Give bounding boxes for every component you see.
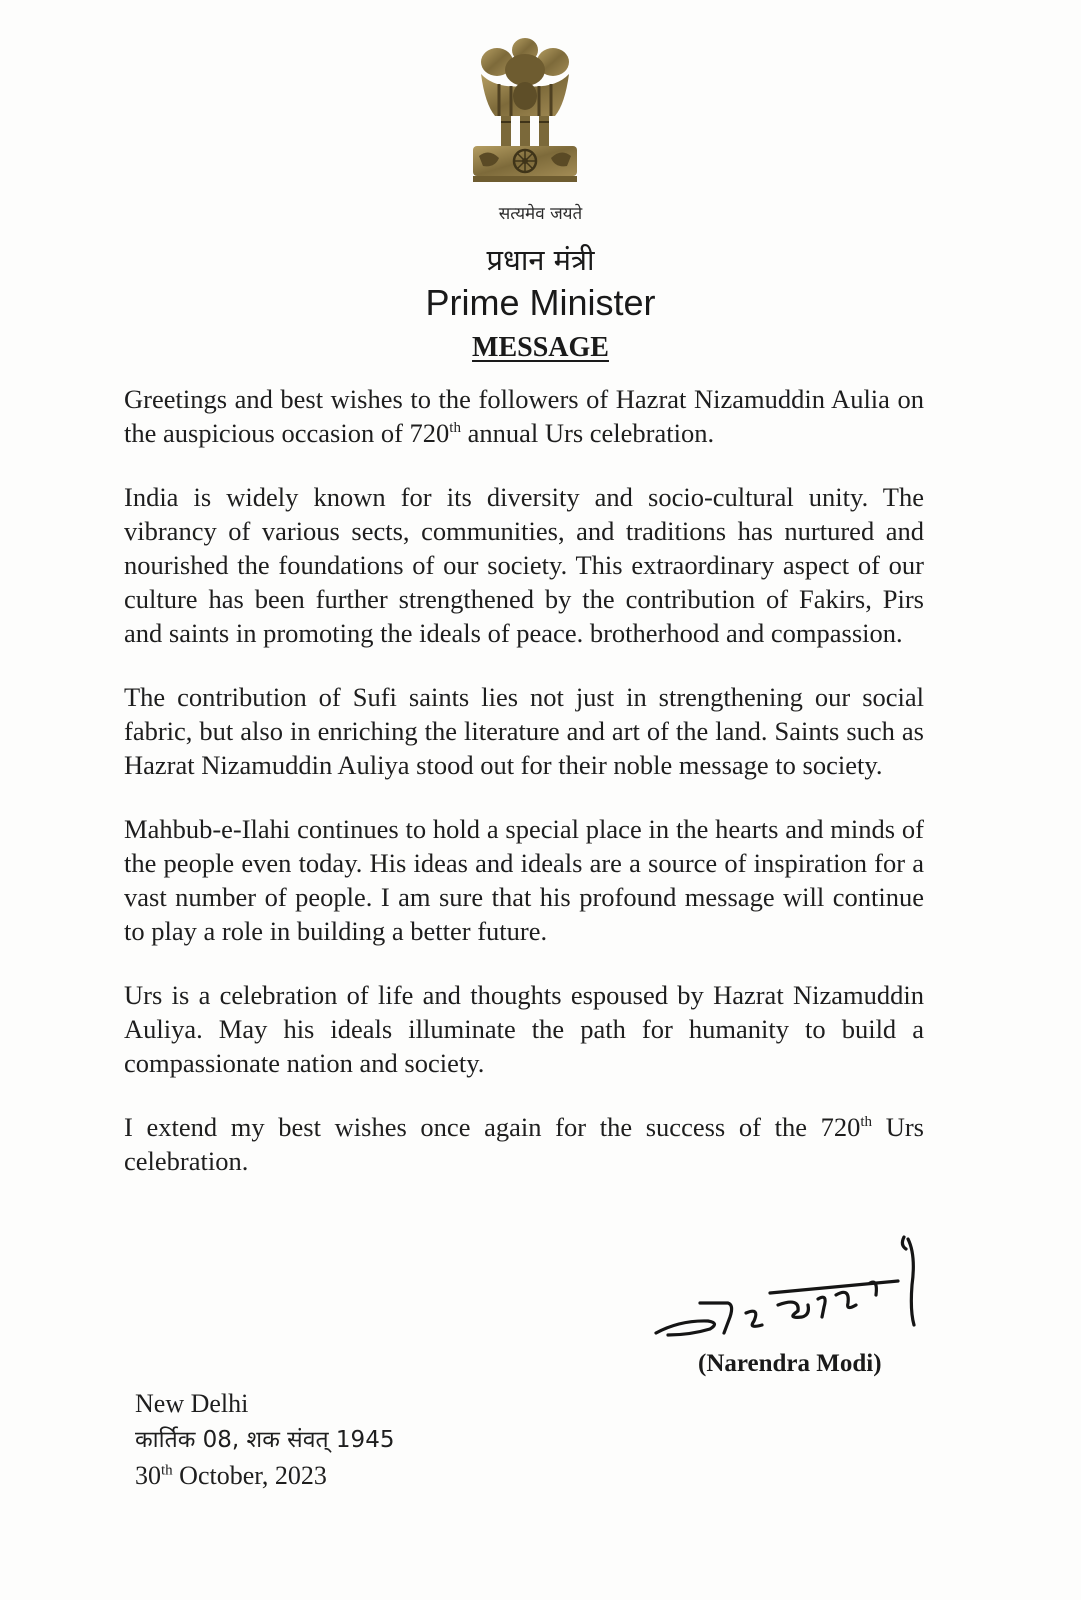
date-hindi: कार्तिक 08, शक संवत् 1945 <box>135 1427 395 1453</box>
paragraph-urs: Urs is a celebration of life and thoughts espoused by Hazrat Nizamuddin Auliya. May his ideals illuminate the path for humanity to build a compassionate nation and society. <box>124 980 924 1078</box>
date-english: 30th October, 2023 <box>135 1461 327 1490</box>
office-title-hindi: प्रधान मंत्री <box>486 243 595 277</box>
signatory-name: (Narendra Modi) <box>698 1350 882 1377</box>
message-heading: MESSAGE <box>472 332 609 363</box>
state-emblem-icon <box>465 34 585 194</box>
emblem-motto: सत्यमेव जयते <box>498 204 583 224</box>
paragraph-greeting: Greetings and best wishes to the followers of Hazrat Nizamuddin Aulia on the auspicious occasion of 720th annual Urs celebration. <box>124 384 924 448</box>
handwritten-signature <box>650 1225 940 1355</box>
message-body <box>124 382 924 1208</box>
office-title-english: Prime Minister <box>425 282 656 323</box>
paragraph-closing-wishes: I extend my best wishes once again for the success of the 720th Urs celebration. <box>124 1112 924 1176</box>
paragraph-sufi-saints: The contribution of Sufi saints lies not just in strengthening our social fabric, but also in enriching the literature and art of the land. Saints such as Hazrat Nizamuddin Auliya stood out for their noble message to society. <box>124 682 924 780</box>
paragraph-mahbub-e-ilahi: Mahbub-e-Ilahi continues to hold a special place in the hearts and minds of the people even today. His ideas and ideals are a source of inspiration for a vast number of people. I am sure that his profound message will continue to play a role in building a better future. <box>124 814 924 946</box>
place: New Delhi <box>135 1389 249 1418</box>
place-and-date <box>135 1386 394 1494</box>
paragraph-diversity: India is widely known for its diversity and socio-cultural unity. The vibrancy of various sects, communities, and traditions has nurtured and nourished the foundations of our society. This extraordinary aspect of our culture has been further strengthened by the contribution of Fakirs, Pirs and saints in promoting the ideals of peace. brotherhood and compassion. <box>124 482 924 648</box>
